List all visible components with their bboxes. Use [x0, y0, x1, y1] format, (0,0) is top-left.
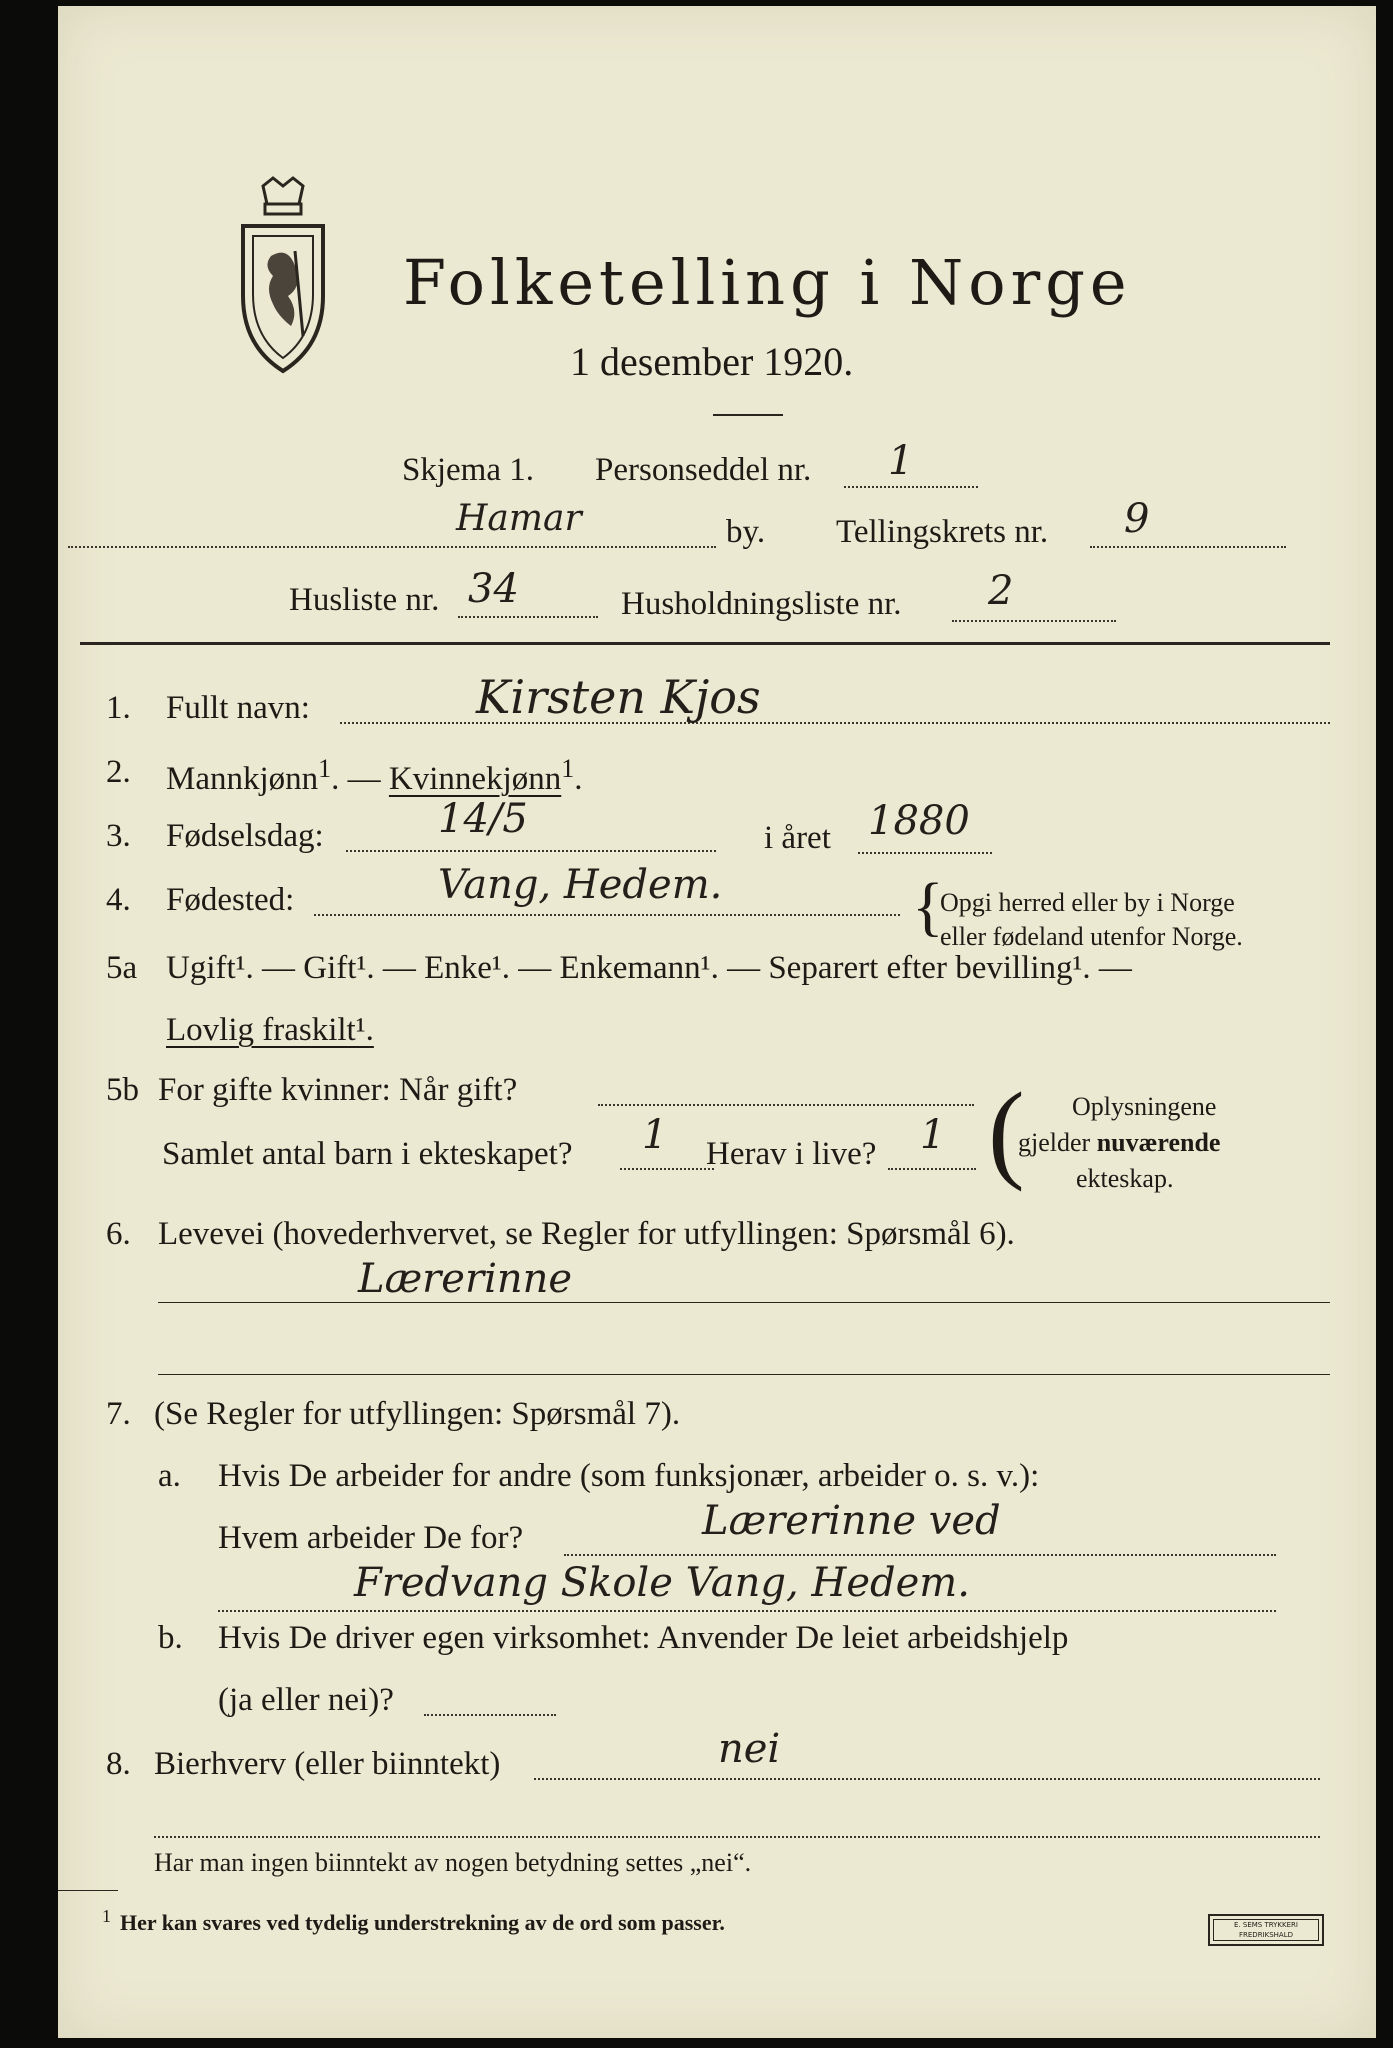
husholdningsliste-value: 2: [988, 568, 1014, 614]
q6-number: 6.: [106, 1216, 131, 1252]
q7b-line2: (ja eller nei)?: [218, 1682, 394, 1718]
q3-number: 3.: [106, 818, 131, 854]
q8-line2: [154, 1836, 1320, 1838]
q7a-value2: Fredvang Skole Vang, Hedem.: [354, 1560, 970, 1606]
q5b-live-line: [888, 1168, 976, 1170]
header-divider: [80, 642, 1330, 645]
tellingskrets-value: 9: [1124, 496, 1150, 542]
q4-label: Fødested:: [166, 882, 295, 918]
q8-value: nei: [718, 1726, 781, 1772]
q7b-line1: Hvis De driver egen virksomhet: Anvender De leiet arbeidshjelp: [218, 1620, 1069, 1656]
q6-label: Levevei (hovederhvervet, se Regler for utfyllingen: Spørsmål 6).: [158, 1216, 1015, 1252]
q5b-live-label: Herav i live?: [706, 1136, 877, 1172]
q5b-note-line1: Oplysningene: [1072, 1092, 1217, 1121]
q3-day-line: [346, 850, 716, 852]
printer-stamp: E. SEMS TRYKKERI FREDRIKSHALD: [1208, 1914, 1324, 1946]
q7b-letter: b.: [158, 1620, 183, 1656]
q7a-line-a: [564, 1554, 1276, 1556]
q7a-value1: Lærerinne ved: [702, 1498, 1001, 1544]
q3-year-label: i året: [764, 820, 831, 856]
footnote-divider: [58, 1890, 118, 1891]
q4-number: 4.: [106, 882, 131, 918]
q7-label: (Se Regler for utfyllingen: Spørsmål 7).: [154, 1396, 681, 1432]
q5b-label-line1: For gifte kvinner: Når gift?: [158, 1072, 518, 1108]
q7a-line-b: [218, 1610, 1276, 1612]
norway-coat-of-arms-icon: [233, 176, 333, 376]
q7b-line: [424, 1714, 556, 1716]
husholdningsliste-label: Husholdningsliste nr.: [621, 586, 902, 622]
q5b-label-line2: Samlet antal barn i ekteskapet?: [162, 1136, 573, 1172]
q6-value: Lærerinne: [358, 1256, 573, 1302]
husliste-line: [458, 616, 598, 618]
city-suffix: by.: [726, 514, 766, 550]
q7a-letter: a.: [158, 1458, 181, 1494]
q5b-note-line3: ekteskap.: [1076, 1164, 1174, 1193]
q1-number: 1.: [106, 690, 131, 726]
q2-male: Mannkjønn: [166, 761, 319, 797]
footnote-text: Her kan svares ved tydelig understrekning av de ord som passer.: [120, 1910, 725, 1935]
q3-year-line: [858, 852, 992, 854]
q5b-barn-line: [620, 1168, 714, 1170]
personseddel-label: Personseddel nr.: [595, 452, 812, 488]
q1-label: Fullt navn:: [166, 690, 310, 726]
title-divider: [713, 414, 783, 416]
tellingskrets-line: [1090, 546, 1286, 548]
q7a-line1: Hvis De arbeider for andre (som funksjonær, arbeider o. s. v.):: [218, 1458, 1040, 1494]
q2-number: 2.: [106, 754, 131, 790]
q8-line: [534, 1778, 1320, 1780]
form-title: Folketelling i Norge: [403, 246, 1132, 319]
husliste-value: 34: [468, 566, 519, 612]
q5b-barn-value: 1: [642, 1112, 668, 1158]
skjema-label: Skjema 1.: [402, 452, 534, 488]
husholdningsliste-line: [952, 620, 1116, 622]
q6-line2: [158, 1374, 1330, 1375]
q7a-line2: Hvem arbeider De for?: [218, 1520, 524, 1556]
city-value: Hamar: [456, 498, 582, 539]
husliste-label: Husliste nr.: [289, 582, 440, 618]
q5a-number: 5a: [106, 950, 138, 986]
personseddel-line: [844, 486, 978, 488]
q2-female-underlined: Kvinnekjønn: [388, 761, 562, 797]
q3-year-value: 1880: [868, 798, 970, 844]
q5a-option-lovlig-fraskilt: Lovlig fraskilt¹.: [166, 1012, 374, 1048]
q5b-brace: (: [988, 1070, 1025, 1192]
footnote-number: 1: [102, 1906, 111, 1926]
q7-number: 7.: [106, 1396, 131, 1432]
q8-label: Bierhverv (eller biinntekt): [154, 1746, 501, 1782]
census-form-page: [58, 6, 1376, 2038]
q5b-live-value: 1: [920, 1112, 946, 1158]
q3-day-value: 14/5: [438, 796, 528, 842]
q4-brace: {: [912, 870, 944, 943]
q5a-options-line1: Ugift¹. — Gift¹. — Enke¹. — Enkemann¹. — Separert efter bevilling¹. —: [166, 950, 1132, 986]
q8-number: 8.: [106, 1746, 131, 1782]
q6-line1: [158, 1302, 1330, 1303]
q3-label: Fødselsdag:: [166, 818, 324, 854]
personseddel-value: 1: [888, 438, 914, 484]
q4-line: [314, 914, 900, 916]
census-date: 1 desember 1920.: [570, 339, 854, 384]
q4-value: Vang, Hedem.: [438, 862, 723, 908]
footer-note: Har man ingen biinntekt av nogen betydning settes „nei“.: [154, 1848, 752, 1877]
q2-options: Mannkjønn$^1$. — Kvinnekjønn$^1$.: [166, 754, 583, 797]
city-line: [68, 546, 716, 548]
q4-note-line2: eller fødeland utenfor Norge.: [940, 922, 1243, 951]
q5b-when-line: [598, 1104, 974, 1106]
q4-note-line1: Opgi herred eller by i Norge: [940, 888, 1235, 917]
q5b-number: 5b: [106, 1072, 139, 1108]
q5b-note-line2: gjelder nuværende: [1018, 1128, 1221, 1157]
tellingskrets-label: Tellingskrets nr.: [836, 514, 1049, 550]
q1-value: Kirsten Kjos: [476, 670, 761, 724]
